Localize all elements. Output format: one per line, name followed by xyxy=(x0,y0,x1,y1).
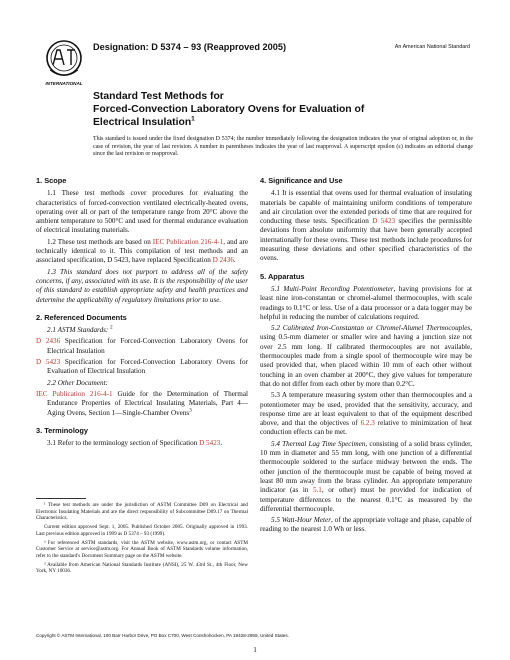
copyright-line: Copyright © ASTM International, 100 Barr Harbor Drive, PO Box C700, West Conshohocken, PA 19428-2959, United States. xyxy=(36,633,289,638)
footnote-3: ³ Available from American National Standards Institute (ANSI), 25 W. 43rd St., 4th Floor, New York, NY 10036. xyxy=(36,561,248,575)
footnote-1: ¹ These test methods are under the jurisdiction of ASTM Committee D09 on Electrical and Electronic Insulating Materials and are the direct responsibility of Subcommittee D09.17 on Thermal Characteristics. xyxy=(36,502,248,522)
terminology-paragraph-1: 3.1 Refer to the terminology section of Specification D 5423. xyxy=(47,439,223,448)
ref-d2436: D 2436 Specification for Forced-Convection Laboratory Ovens for Electrical Insulation xyxy=(36,337,248,355)
link-ref-iec[interactable]: IEC Publication 216-4-1 xyxy=(36,389,113,398)
scope-paragraph-1: 1.1 These test methods cover procedures for evaluating the characteristics of forced-convection ventilated electrically-heated ovens, operating over all or part of the temperature range from 20°C above the ambient temperature to 500°C and used for thermal endurance evaluation of electrical insulating materials. xyxy=(36,189,248,235)
link-5-1[interactable]: 5.1 xyxy=(312,486,322,495)
page-number: 1 xyxy=(253,646,257,654)
left-column xyxy=(36,176,248,450)
logo-text: INTERNATIONAL xyxy=(45,81,83,86)
astm-logo-icon xyxy=(40,37,88,87)
ref-d5423: D 5423 Specification for Forced-Convection Laboratory Ovens for Evaluation of Electrical Insulation xyxy=(36,358,248,376)
link-d2436[interactable]: D 2436 xyxy=(212,256,234,265)
link-ref-d2436[interactable]: D 2436 xyxy=(36,337,61,346)
ans-label: An American National Standard xyxy=(394,44,470,50)
link-terminology-d5423[interactable]: D 5423 xyxy=(199,439,221,448)
apparatus-paragraph-3: 5.3 A temperature measuring system other than thermocouples and a potentiometer may be used, provided that the sensitivity, accuracy, and response time are at least equivalent to that of the equipment described above, and that the objectives of 6.2.3 relative to minimization of heat conduction effects can be met. xyxy=(260,391,472,437)
link-6-2-3[interactable]: 6.2.3 xyxy=(360,419,375,428)
section-heading-terminology: 3. Terminology xyxy=(36,425,89,435)
link-iec-216-4-1[interactable]: IEC Publication 216-4-1 xyxy=(152,237,224,246)
apparatus-paragraph-2: 5.2 Calibrated Iron-Constantan or Chromel-Alumel Thermocouples, using 0.5-mm diameter or smaller wire and having a junction size not over 2.5 mm long. If calibrated thermocouples are not available, thermocouples made from a single spool of thermocouple wire may be used provided that, when placed within 10 mm of each other without touching in an oven chamber at 200°C, they give values for temperature that do not differ from each other by more than 0.2°C. xyxy=(260,324,472,388)
section-heading-significance: 4. Significance and Use xyxy=(260,176,343,185)
apparatus-paragraph-4: 5.4 Thermal Lag Time Specimen, consisting of a solid brass cylinder, 10 mm in diameter and 55 mm long, with one junction of a differential thermocouple soldered to the surface midway between the ends. The other junction of the thermocouple must be capable of being moved at least 80 mm away from the brass cylinder. An appropriate temperature indicator (as in 5.1, or other) must be provided for indication of temperature differences to the nearest 0.1°C as measured by the differential thermocouple. xyxy=(260,439,472,513)
ref-iec: IEC Publication 216-4-1 Guide for the Determination of Thermal Endurance Properties of Electrical Insulating Materials, Part 4—Aging Ovens, Section 1—Single-Chamber Ovens$^3$ xyxy=(36,389,248,417)
apparatus-paragraph-5: 5.5 Watt-Hour Meter, of the appropriate voltage and phase, capable of reading to the nearest 1.0 Wh or less. xyxy=(260,516,472,534)
title-line-2: Forced-Convection Laboratory Ovens for Evaluation of xyxy=(93,104,365,115)
footnotes xyxy=(36,502,248,577)
scope-paragraph-2: 1.2 These test methods are based on IEC Publication 216-4-1, and are technically identical to it. This compilation of test methods and an associated specification, D 5423, have replaced Specification D 2436. xyxy=(36,237,248,265)
footnote-divider xyxy=(36,498,86,499)
refs-sub-other: 2.2 Other Document: xyxy=(47,378,108,387)
apparatus-paragraph-1: 5.1 Multi-Point Recording Potentiometer, having provisions for at least nine iron-constantan or chromel-alumel thermocouples, with scale readings to 0.1°C or less. Use of a data processor or a data logger may be helpful in reducing the number of calculations required. xyxy=(260,284,472,321)
section-heading-scope: 1. Scope xyxy=(36,176,67,185)
standard-issuance-note: This standard is issued under the fixed designation D 5374; the number immediately following the designation indicates the year of original adoption or, in the case of revision, the year of last revision. A number in parentheses indicates the year of last reapproval. A superscript epsilon (ε) indicates an editorial change since the last revision or reapproval. xyxy=(93,136,473,158)
title-line-3: Electrical Insulation$^1$ xyxy=(93,115,195,128)
section-heading-referenced-documents: 2. Referenced Documents xyxy=(36,312,127,322)
title-footnote-mark: 1 xyxy=(191,115,195,123)
right-column xyxy=(260,176,472,537)
scope-paragraph-3: 1.3 This standard does not purport to address all of the safety concerns, if any, associated with its use. It is the responsibility of the user of this standard to establish appropriate safety and health practices and determine the applicability of regulatory limitations prior to use. xyxy=(36,267,248,304)
refs-sub-astm: 2.1 ASTM Standards: $^2$ xyxy=(47,325,113,335)
title-line-1: Standard Test Methods for xyxy=(93,91,224,102)
significance-paragraph-1: 4.1 It is essential that ovens used for thermal evaluation of insulating materials be capable of maintaining uniform conditions of temperature and air circulation over the extended periods of time that are required for conducting these tests. Specification D 5423 specifies the permissible deviations from absolute uniformity that have been generally accepted internationally for these ovens. These test methods include procedures for measuring these deviations and other specified characteristics of the ovens. xyxy=(260,189,472,263)
link-ref-d5423[interactable]: D 5423 xyxy=(36,358,61,367)
link-significance-d5423[interactable]: D 5423 xyxy=(372,217,396,226)
document-title xyxy=(93,90,473,129)
designation: Designation: D 5374 – 93 (Reapproved 2005) xyxy=(93,42,287,52)
section-heading-apparatus: 5. Apparatus xyxy=(260,271,305,281)
footnote-1b: Current edition approved Sept. 1, 2005. Published October 2005. Originally approved in 1993. Last previous edition approved in 1999 as D 5374 – 93 (1999). xyxy=(36,524,248,537)
footnote-2: ² For referenced ASTM standards, visit the ASTM website, www.astm.org, or contact ASTM Customer Service at service@astm.org. For Annual Book of ASTM Standards volume information, refer to the standard's Document Summary page on the ASTM website. xyxy=(36,539,248,559)
